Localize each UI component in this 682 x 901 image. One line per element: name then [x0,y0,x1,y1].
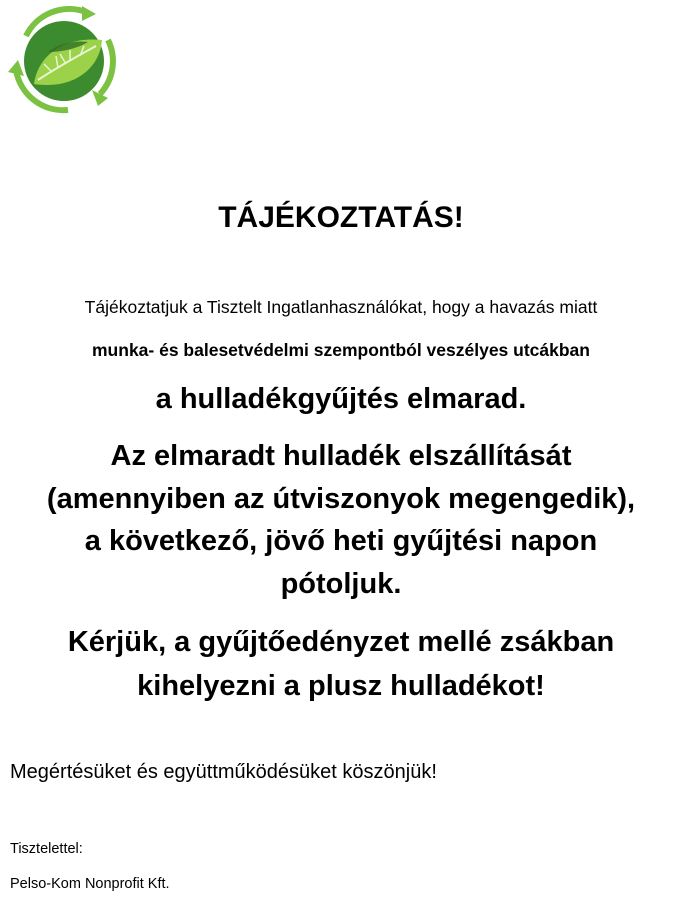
streets-text: munka- és balesetvédelmi szempontból veszélyes utcákban [92,340,590,360]
request-block [0,620,682,708]
company-logo-icon [8,6,120,116]
notice-title: TÁJÉKOZTATÁS! [218,201,464,234]
details-line: (amennyiben az útviszonyok megengedik), [46,482,636,515]
thanks-text: Megértésüket és együttműködésüket köszönjük! [10,761,437,783]
intro-text: Tájékoztatjuk a Tisztelt Ingatlanhasználókat, hogy a havazás miatt [84,297,598,317]
regards-text: Tisztelettel: [10,841,83,857]
sender-name: Pelso-Kom Nonprofit Kft. [10,876,170,892]
request-line: kihelyezni a plusz hulladékot! [137,670,545,702]
details-line: Az elmaradt hulladék elszállítását [110,440,572,472]
details-line: pótoljuk. [280,567,402,600]
details-block [0,435,682,605]
headline-text: a hulladékgyűjtés elmarad. [155,383,527,415]
request-line: Kérjük, a gyűjtőedényzet mellé zsákban [67,626,615,658]
details-line: a következő, jövő heti gyűjtési napon [84,525,598,557]
